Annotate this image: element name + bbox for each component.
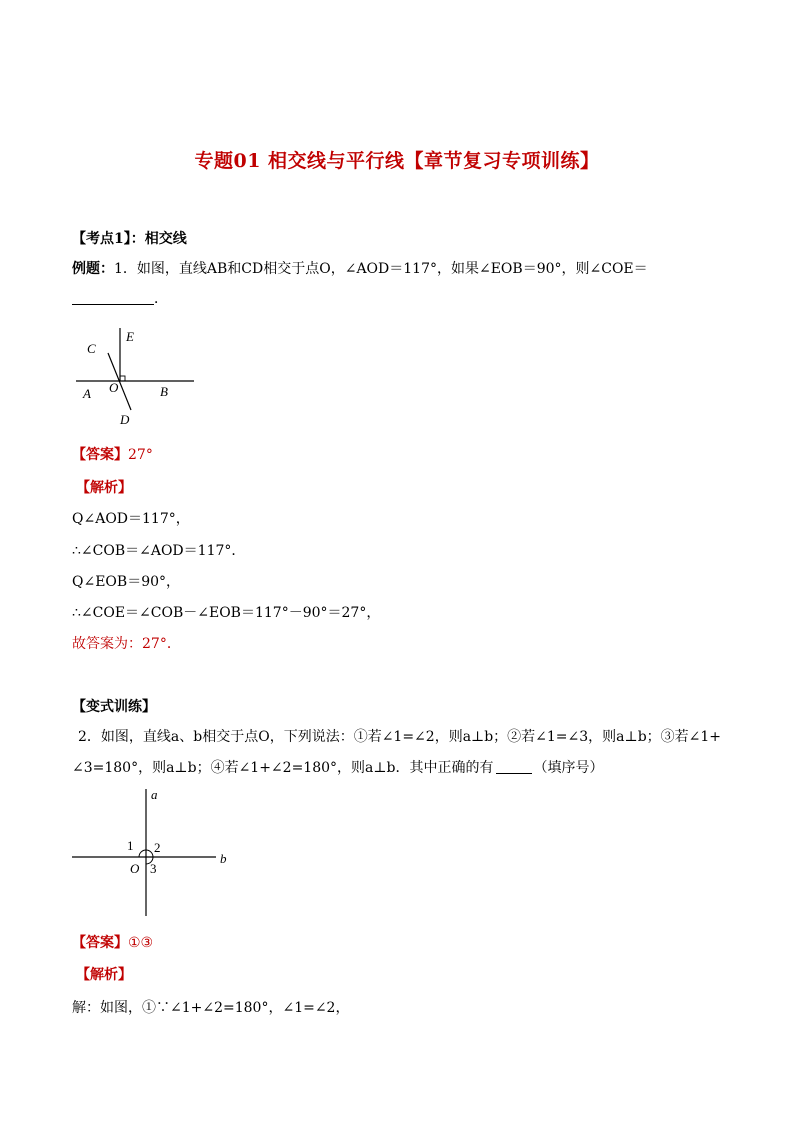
figure-1 [70,320,200,430]
answer-label-2: 【答案】 [72,935,128,951]
label-a: a [151,787,158,802]
step-1: Q∠AOD＝117°， [72,511,190,527]
analysis-label: 【解析】 [76,480,132,496]
example-text: 1．如图，直线AB和CD相交于点O，∠AOD＝117°，如果∠EOB＝90°，则∠COE＝ [114,261,648,277]
section-1-heading: 【考点1】：相交线 [72,231,187,247]
label-B: B [160,384,168,399]
answer-2 [72,932,153,952]
step-4: ∴∠COE＝∠COB－∠EOB＝117°－90°＝27°， [72,605,381,621]
label-b: b [220,851,227,866]
solution-line: 解：如图，①∵∠1+∠2=180°，∠1=∠2， [72,1000,350,1016]
answer-blank-2 [496,759,532,774]
answer-blank [72,290,154,305]
answer-label: 【答案】 [72,447,128,463]
step-3: Q∠EOB＝90°， [72,574,181,590]
example-problem [72,258,648,278]
example-answer-blank-line [72,288,168,308]
problem-2-line-1: 2．如图，直线a、b相交于点O，下列说法：①若∠1=∠2，则a⊥b；②若∠1=∠3，则a⊥b；③若∠1+ [78,729,722,745]
problem-2-text: ∠3=180°，则a⊥b；④若∠1+∠2=180°，则a⊥b．其中正确的有 [72,760,494,776]
label-2: 2 [154,840,161,855]
period: ． [154,291,168,307]
label-E: E [126,329,134,344]
label-C: C [87,341,96,356]
label-A: A [83,386,91,401]
label-O: O [109,380,119,395]
step-2: ∴∠COB＝∠AOD＝117°． [72,543,246,559]
answer-value-2: ①③ [128,935,154,951]
answer-1 [72,444,153,464]
label-3: 3 [150,861,157,876]
figure-2 [70,785,240,920]
label-1: 1 [127,838,134,853]
problem-2-line-2 [72,757,604,777]
section-2-heading: 【变式训练】 [72,699,156,715]
page-title: 专题01 相交线与平行线【章节复习专项训练】 [194,150,600,172]
label-O-2: O [130,861,140,876]
conclusion: 故答案为：27°． [72,636,181,652]
answer-value: 27° [128,447,153,463]
problem-2-hint: （填序号） [533,760,604,776]
label-D: D [120,412,130,427]
analysis-label-2: 【解析】 [76,967,132,983]
example-prefix: 例题： [72,261,114,277]
